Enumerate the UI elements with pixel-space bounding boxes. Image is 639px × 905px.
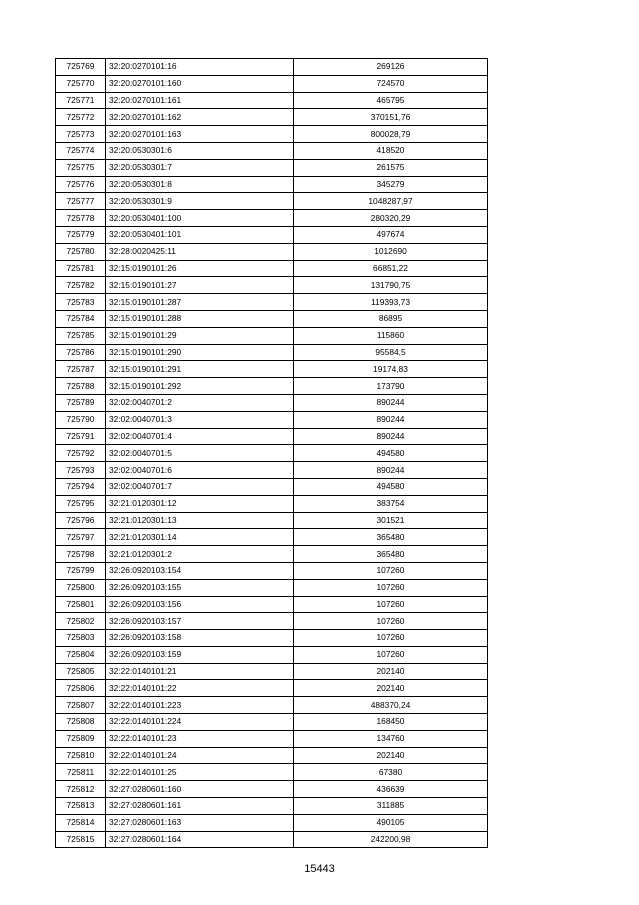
table-row [56,646,488,663]
table-row [56,546,488,563]
table-row [56,814,488,831]
cadastral-number-cell: 32:20:0270101:162 [106,109,294,126]
row-id-cell: 725813 [56,798,106,815]
cadastral-number-cell: 32:20:0530301:7 [106,159,294,176]
cadastral-number-cell: 32:27:0280601:160 [106,781,294,798]
cadastral-value-cell: 1012690 [294,243,488,260]
cadastral-value-cell: 202140 [294,680,488,697]
cadastral-value-cell: 119393,73 [294,294,488,311]
row-id-cell: 725772 [56,109,106,126]
cadastral-value-cell: 261575 [294,159,488,176]
cadastral-value-cell: 269126 [294,59,488,76]
row-id-cell: 725808 [56,714,106,731]
cadastral-number-cell: 32:21:0120301:14 [106,529,294,546]
table-row [56,831,488,848]
row-id-cell: 725792 [56,445,106,462]
table-row [56,764,488,781]
table-row [56,294,488,311]
cadastral-value-cell: 490105 [294,814,488,831]
cadastral-value-cell: 134760 [294,730,488,747]
page-number: 15443 [304,863,335,875]
row-id-cell: 725806 [56,680,106,697]
cadastral-value-cell: 890244 [294,394,488,411]
cadastral-number-cell: 32:15:0190101:288 [106,310,294,327]
table-row [56,781,488,798]
row-id-cell: 725773 [56,126,106,143]
row-id-cell: 725791 [56,428,106,445]
cadastral-number-cell: 32:21:0120301:2 [106,546,294,563]
cadastral-value-cell: 1048287,97 [294,193,488,210]
row-id-cell: 725788 [56,378,106,395]
cadastral-value-table [55,58,488,848]
cadastral-value-cell: 494580 [294,478,488,495]
table-row [56,630,488,647]
cadastral-number-cell: 32:15:0190101:292 [106,378,294,395]
table-row [56,344,488,361]
row-id-cell: 725797 [56,529,106,546]
row-id-cell: 725782 [56,277,106,294]
table-row [56,428,488,445]
row-id-cell: 725803 [56,630,106,647]
cadastral-value-cell: 66851,22 [294,260,488,277]
cadastral-number-cell: 32:26:0920103:158 [106,630,294,647]
row-id-cell: 725812 [56,781,106,798]
cadastral-number-cell: 32:02:0040701:3 [106,411,294,428]
row-id-cell: 725796 [56,512,106,529]
table-row [56,159,488,176]
cadastral-number-cell: 32:15:0190101:29 [106,327,294,344]
table-row [56,92,488,109]
row-id-cell: 725776 [56,176,106,193]
table-row [56,59,488,76]
row-id-cell: 725793 [56,462,106,479]
cadastral-number-cell: 32:22:0140101:21 [106,663,294,680]
row-id-cell: 725805 [56,663,106,680]
cadastral-value-cell: 365480 [294,529,488,546]
cadastral-value-cell: 890244 [294,411,488,428]
cadastral-number-cell: 32:20:0270101:16 [106,59,294,76]
row-id-cell: 725769 [56,59,106,76]
cadastral-value-cell: 173790 [294,378,488,395]
cadastral-value-cell: 370151,76 [294,109,488,126]
table-row [56,243,488,260]
row-id-cell: 725810 [56,747,106,764]
cadastral-number-cell: 32:21:0120301:13 [106,512,294,529]
cadastral-number-cell: 32:22:0140101:224 [106,714,294,731]
cadastral-value-cell: 131790,75 [294,277,488,294]
cadastral-number-cell: 32:28:0020425:11 [106,243,294,260]
cadastral-number-cell: 32:02:0040701:2 [106,394,294,411]
row-id-cell: 725798 [56,546,106,563]
table-row [56,142,488,159]
row-id-cell: 725807 [56,697,106,714]
row-id-cell: 725787 [56,361,106,378]
row-id-cell: 725785 [56,327,106,344]
cadastral-number-cell: 32:20:0530401:100 [106,210,294,227]
cadastral-number-cell: 32:20:0530301:6 [106,142,294,159]
row-id-cell: 725783 [56,294,106,311]
table-row [56,462,488,479]
row-id-cell: 725784 [56,310,106,327]
row-id-cell: 725775 [56,159,106,176]
cadastral-number-cell: 32:02:0040701:5 [106,445,294,462]
cadastral-number-cell: 32:22:0140101:25 [106,764,294,781]
cadastral-number-cell: 32:22:0140101:223 [106,697,294,714]
cadastral-number-cell: 32:26:0920103:155 [106,579,294,596]
table-row [56,126,488,143]
row-id-cell: 725814 [56,814,106,831]
table-row [56,109,488,126]
cadastral-number-cell: 32:21:0120301:12 [106,495,294,512]
table-body [56,59,488,848]
cadastral-number-cell: 32:02:0040701:7 [106,478,294,495]
cadastral-value-cell: 115860 [294,327,488,344]
table-row [56,411,488,428]
cadastral-value-cell: 19174,83 [294,361,488,378]
table-row [56,176,488,193]
cadastral-value-cell: 724570 [294,75,488,92]
table-row [56,663,488,680]
cadastral-value-cell: 418520 [294,142,488,159]
row-id-cell: 725780 [56,243,106,260]
cadastral-value-cell: 86895 [294,310,488,327]
table-row [56,798,488,815]
table-row [56,277,488,294]
row-id-cell: 725799 [56,562,106,579]
cadastral-value-cell: 168450 [294,714,488,731]
row-id-cell: 725790 [56,411,106,428]
table-row [56,394,488,411]
cadastral-value-cell: 301521 [294,512,488,529]
cadastral-number-cell: 32:20:0270101:160 [106,75,294,92]
table-row [56,714,488,731]
cadastral-value-cell: 202140 [294,747,488,764]
cadastral-value-cell: 280320,29 [294,210,488,227]
row-id-cell: 725770 [56,75,106,92]
table-row [56,193,488,210]
table-row [56,579,488,596]
row-id-cell: 725778 [56,210,106,227]
table-row [56,210,488,227]
cadastral-number-cell: 32:27:0280601:164 [106,831,294,848]
cadastral-value-cell: 383754 [294,495,488,512]
cadastral-value-cell: 107260 [294,562,488,579]
cadastral-number-cell: 32:15:0190101:290 [106,344,294,361]
cadastral-value-cell: 67380 [294,764,488,781]
cadastral-value-cell: 890244 [294,462,488,479]
table-row [56,478,488,495]
table-row [56,445,488,462]
table-row [56,495,488,512]
cadastral-value-cell: 494580 [294,445,488,462]
cadastral-number-cell: 32:22:0140101:24 [106,747,294,764]
cadastral-value-cell: 107260 [294,646,488,663]
cadastral-value-cell: 242200,98 [294,831,488,848]
cadastral-number-cell: 32:15:0190101:27 [106,277,294,294]
cadastral-number-cell: 32:15:0190101:287 [106,294,294,311]
cadastral-value-cell: 107260 [294,630,488,647]
table-row [56,226,488,243]
cadastral-value-cell: 800028,79 [294,126,488,143]
table-row [56,260,488,277]
cadastral-number-cell: 32:22:0140101:23 [106,730,294,747]
row-id-cell: 725777 [56,193,106,210]
row-id-cell: 725774 [56,142,106,159]
cadastral-number-cell: 32:20:0270101:161 [106,92,294,109]
row-id-cell: 725809 [56,730,106,747]
cadastral-number-cell: 32:20:0530301:8 [106,176,294,193]
cadastral-number-cell: 32:27:0280601:161 [106,798,294,815]
cadastral-value-cell: 107260 [294,596,488,613]
cadastral-number-cell: 32:02:0040701:4 [106,428,294,445]
table-row [56,310,488,327]
table-row [56,378,488,395]
table-row [56,361,488,378]
table-row [56,730,488,747]
cadastral-value-cell: 95584,5 [294,344,488,361]
cadastral-number-cell: 32:02:0040701:6 [106,462,294,479]
cadastral-number-cell: 32:26:0920103:157 [106,613,294,630]
table-row [56,327,488,344]
table-row [56,562,488,579]
cadastral-number-cell: 32:20:0530401:101 [106,226,294,243]
row-id-cell: 725781 [56,260,106,277]
cadastral-value-cell: 311885 [294,798,488,815]
cadastral-number-cell: 32:26:0920103:156 [106,596,294,613]
cadastral-number-cell: 32:26:0920103:159 [106,646,294,663]
cadastral-value-cell: 202140 [294,663,488,680]
table-row [56,613,488,630]
table-row [56,75,488,92]
row-id-cell: 725815 [56,831,106,848]
row-id-cell: 725779 [56,226,106,243]
cadastral-value-cell: 107260 [294,579,488,596]
table-row [56,529,488,546]
cadastral-number-cell: 32:26:0920103:154 [106,562,294,579]
cadastral-number-cell: 32:20:0530301:9 [106,193,294,210]
cadastral-number-cell: 32:27:0280601:163 [106,814,294,831]
cadastral-value-cell: 365480 [294,546,488,563]
cadastral-value-cell: 465795 [294,92,488,109]
cadastral-value-cell: 497674 [294,226,488,243]
row-id-cell: 725795 [56,495,106,512]
row-id-cell: 725794 [56,478,106,495]
cadastral-value-cell: 107260 [294,613,488,630]
row-id-cell: 725800 [56,579,106,596]
table-row [56,697,488,714]
table-row [56,747,488,764]
row-id-cell: 725786 [56,344,106,361]
row-id-cell: 725804 [56,646,106,663]
cadastral-value-cell: 488370,24 [294,697,488,714]
cadastral-number-cell: 32:15:0190101:291 [106,361,294,378]
cadastral-number-cell: 32:20:0270101:163 [106,126,294,143]
table-row [56,680,488,697]
row-id-cell: 725771 [56,92,106,109]
table-row [56,512,488,529]
cadastral-value-cell: 436639 [294,781,488,798]
row-id-cell: 725801 [56,596,106,613]
cadastral-value-cell: 345279 [294,176,488,193]
row-id-cell: 725802 [56,613,106,630]
cadastral-number-cell: 32:15:0190101:26 [106,260,294,277]
cadastral-value-cell: 890244 [294,428,488,445]
row-id-cell: 725789 [56,394,106,411]
table-row [56,596,488,613]
cadastral-number-cell: 32:22:0140101:22 [106,680,294,697]
row-id-cell: 725811 [56,764,106,781]
